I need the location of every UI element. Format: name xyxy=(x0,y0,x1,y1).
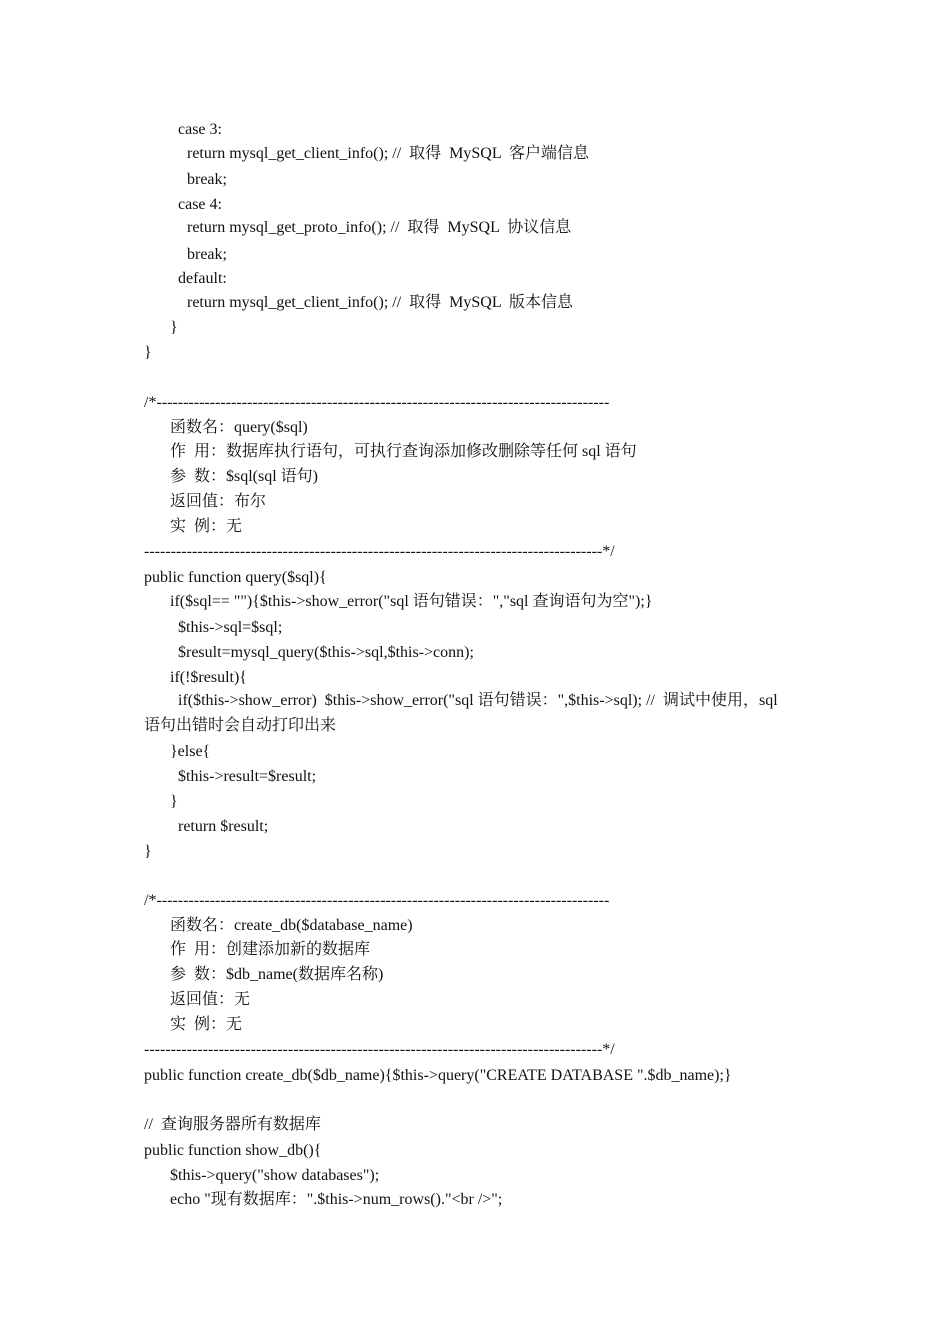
code-line: } xyxy=(170,793,178,810)
comment-line: 参 数：$sql(sql 语句) xyxy=(170,468,319,485)
comment-divider: --------------------------------------------------------------------------------------*/ xyxy=(144,543,615,560)
code-line: $this->sql=$sql; xyxy=(178,619,283,636)
code-line: if(!$result){ xyxy=(170,669,247,686)
code-line: $this->query("show databases"); xyxy=(170,1167,380,1184)
code-line: case 3: xyxy=(178,121,222,138)
code-line: public function query($sql){ xyxy=(144,569,327,586)
code-line: return mysql_get_client_info(); // 取得 MySQL 版本信息 xyxy=(187,294,574,311)
code-line: break; xyxy=(187,171,227,188)
code-line: public function show_db(){ xyxy=(144,1142,322,1159)
code-line: return mysql_get_proto_info(); // 取得 MySQL 协议信息 xyxy=(187,219,572,236)
code-line: } xyxy=(144,344,152,361)
code-line: break; xyxy=(187,246,227,263)
comment-line: 实 例：无 xyxy=(170,1016,243,1033)
comment-line: 返回值：布尔 xyxy=(170,493,267,510)
code-line: if($sql== ""){$this->show_error("sql 语句错误：","sql 查询语句为空");} xyxy=(170,593,653,610)
code-line: } xyxy=(170,319,178,336)
comment-line: 返回值：无 xyxy=(170,991,251,1008)
code-line: if($this->show_error) $this->show_error("sql 语句错误：",$this->sql); // 调试中使用，sql xyxy=(178,692,778,709)
comment-line: 函数名：create_db($database_name) xyxy=(170,917,413,934)
code-line: default: xyxy=(178,270,227,287)
code-line: } xyxy=(144,843,152,860)
comment-line: 函数名：query($sql) xyxy=(170,419,308,436)
comment-line: 实 例：无 xyxy=(170,518,243,535)
code-line: }else{ xyxy=(170,743,211,760)
code-line: public function create_db($db_name){$this->query("CREATE DATABASE ".$db_name);} xyxy=(144,1067,732,1084)
code-line: case 4: xyxy=(178,196,222,213)
comment-divider: --------------------------------------------------------------------------------------*/ xyxy=(144,1041,615,1058)
code-line: $result=mysql_query($this->sql,$this->conn); xyxy=(178,644,474,661)
code-line: 语句出错时会自动打印出来 xyxy=(144,717,337,734)
comment-divider: /*------------------------------------------------------------------------------------- xyxy=(144,892,610,909)
code-line: echo "现有数据库：".$this->num_rows()."<br />"; xyxy=(170,1191,503,1208)
comment-divider: /*------------------------------------------------------------------------------------- xyxy=(144,394,610,411)
comment-line: 参 数：$db_name(数据库名称) xyxy=(170,966,384,983)
comment-line: 作 用：数据库执行语句，可执行查询添加修改删除等任何 sql 语句 xyxy=(170,443,637,460)
code-line: return $result; xyxy=(178,818,269,835)
code-line: return mysql_get_client_info(); // 取得 MySQL 客户端信息 xyxy=(187,145,590,162)
comment-line: 作 用：创建添加新的数据库 xyxy=(170,941,371,958)
code-line: $this->result=$result; xyxy=(178,768,317,785)
comment-line: // 查询服务器所有数据库 xyxy=(144,1116,321,1133)
